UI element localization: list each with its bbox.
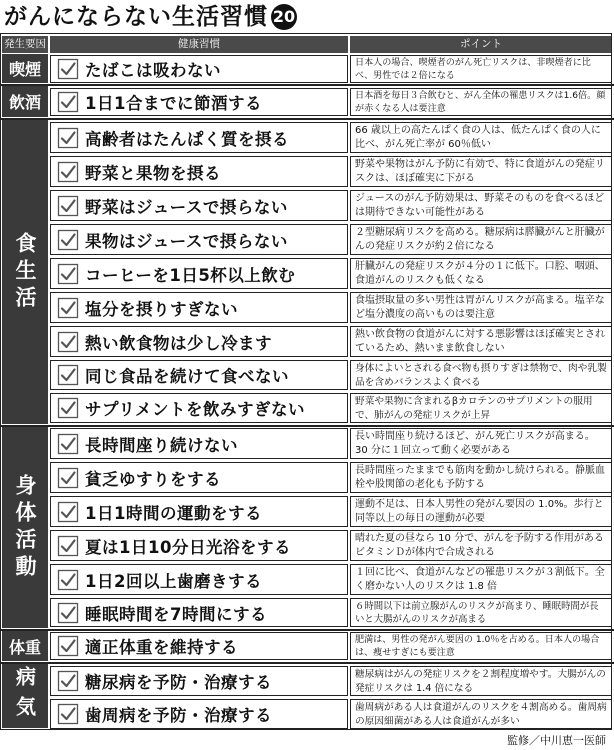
habit-cell	[50, 530, 348, 561]
checkbox-icon	[57, 703, 79, 725]
table-row	[50, 698, 612, 730]
checkbox-icon	[57, 127, 79, 149]
point-text: 歯周病がある人は食道がんのリスクを４割高める。歯周病の原因細菌がある人は食道がんが多い	[350, 699, 612, 729]
habit-label: 睡眠時間を7時間にする	[85, 604, 267, 624]
habit-cell	[50, 156, 348, 187]
habit-cell	[50, 326, 348, 357]
habit-cell	[50, 598, 348, 627]
habit-cell	[50, 699, 348, 729]
checkbox-icon	[57, 91, 79, 113]
table-row	[50, 461, 612, 494]
habit-cell	[50, 393, 348, 423]
checkbox-icon	[57, 229, 79, 251]
habit-cell	[50, 666, 348, 696]
table-row	[50, 87, 612, 117]
point-text: 日本人の場合、喫煙者のがん死亡リスクは、非喫煙者に比べ、男性では２倍になる	[350, 55, 612, 83]
habit-label: 同じ食品を続けて食べない	[85, 367, 289, 386]
point-text: 晴れた夏の昼なら 10 分で、がんを予防する作用があるビタミンＤが体内で合成される	[350, 530, 612, 561]
table-row	[50, 121, 612, 154]
point-text: 熱い飲食物の食道がんに対する悪影響はほぼ確実とされているため、熱いまま飲食しない	[350, 326, 612, 357]
checkbox-icon	[57, 670, 79, 692]
habit-label: 野菜と果物を摂る	[85, 163, 221, 183]
table-row	[50, 54, 612, 84]
table-row	[50, 529, 612, 562]
section-divider	[0, 84, 614, 86]
habit-label: 1日2回以上歯磨きする	[85, 571, 262, 591]
title-number-badge: 20	[271, 4, 297, 30]
checkbox-icon	[57, 263, 79, 285]
point-text: ６時間以下は前立腺がんのリスクが高まり、睡眠時間が長いと大腸がんのリスクが高まる	[350, 598, 612, 627]
table-row	[50, 257, 612, 290]
checkbox-icon	[57, 535, 79, 557]
point-text: 野菜や果物はがん予防に有効で、特に食道がんの発症リスクは、ほぼ確実に下がる	[350, 156, 612, 187]
habit-label: 1日1時間の運動をする	[85, 503, 262, 523]
supervisor-credit: 監修／中川恵一医師	[507, 734, 606, 747]
checkbox-icon	[57, 161, 79, 183]
checkbox-icon	[57, 635, 79, 657]
category-weight: 体重	[2, 631, 48, 661]
header-cause: 発生要因	[2, 36, 48, 53]
point-text: 長時間座ったままでも筋肉を動かし続けられる。静脈血栓や股関節の老化も予防する	[350, 462, 612, 493]
habit-label: 果物はジュースで摂らない	[85, 231, 288, 251]
habit-cell	[50, 462, 348, 493]
point-text: 野菜や果物に含まれるβカロテンのサプリメントの服用で、肺がんの発症リスクが上昇	[350, 393, 612, 423]
habit-label: 適正体重を維持する	[85, 638, 238, 657]
point-text: 肥満は、男性の発がん要因の 1.0％を占める。日本人の場合は、痩せすぎにも要注意	[350, 632, 612, 660]
habit-cell	[50, 88, 348, 116]
point-text: ２型糖尿病リスクを高める。糖尿病は膵臓がんと肝臓がんの発症リスクが約２倍になる	[350, 224, 612, 255]
header-habit: 健康習慣	[50, 36, 348, 53]
table-row	[50, 665, 612, 697]
habit-label: 夏は1日10分日光浴をする	[85, 537, 291, 557]
habit-cell	[50, 190, 348, 221]
habit-label: 長時間座り続けない	[85, 435, 238, 455]
habit-label: 糖尿病を予防・治療する	[85, 673, 272, 692]
point-text: 長い時間座り続けるほど、がん死亡リスクが高まる。30 分に１回立って動く必要がある	[350, 428, 612, 459]
habit-cell	[50, 292, 348, 323]
habit-label: 野菜はジュースで摂らない	[85, 197, 288, 217]
habit-cell	[50, 632, 348, 660]
habit-cell	[50, 428, 348, 459]
checkbox-icon	[57, 397, 79, 419]
point-text: 日本酒を毎日３合飲むと、がん全体の罹患リスクは1.6倍。顔が赤くなる人は要注意	[350, 88, 612, 116]
point-text: 肝臓がんの発症リスクが４分の１に低下。口腔、咽頭、食道がんのリスクも低くなる	[350, 258, 612, 289]
table-row	[50, 189, 612, 222]
habit-cell	[50, 122, 348, 153]
point-text: 糖尿病はがんの発症リスクを２割程度増やす。大腸がんの発症リスクは 1.4 倍になる	[350, 666, 612, 696]
checkbox-icon	[57, 58, 79, 80]
point-text: 66 歳以上の高たんぱく食の人は、低たんぱく食の人に比べ、がん死亡率が 60％低い	[350, 122, 612, 153]
point-text: ジュースのがん予防効果は、野菜そのものを食べるほどは期待できない可能性がある	[350, 190, 612, 221]
checkbox-icon	[57, 433, 79, 455]
checkbox-icon	[57, 364, 79, 386]
category-diet: 食生活	[2, 120, 48, 424]
checkbox-icon	[57, 195, 79, 217]
table-row	[50, 495, 612, 528]
checkbox-icon	[57, 331, 79, 353]
habit-cell	[50, 258, 348, 289]
section-divider	[0, 662, 614, 664]
table-row	[50, 155, 612, 188]
point-text: 運動不足は、日本人男性の発がん要因の 1.0%。歩行と同等以上の毎日の運動が必要	[350, 496, 612, 527]
habit-cell	[50, 496, 348, 527]
table-row	[50, 563, 612, 596]
habit-cell	[50, 564, 348, 595]
category-smoking: 喫煙	[2, 54, 48, 83]
point-text: 身体によいとされる食べ物も摂りすぎは禁物で、肉や乳製品を含めバランスよく食べる	[350, 360, 612, 390]
category-activity: 身体活動	[2, 427, 48, 628]
section-divider	[0, 118, 614, 120]
habit-label: たばこは吸わない	[85, 61, 221, 80]
habit-cell	[50, 224, 348, 255]
table-row	[50, 291, 612, 324]
table-row	[50, 597, 612, 628]
point-text: １回に比べ、食道がんなどの罹患リスクが３割低下。全く磨かない人のリスクは 1.8 倍	[350, 564, 612, 595]
category-drinking: 飲酒	[2, 86, 48, 117]
table-row	[50, 325, 612, 358]
habit-label: 貧乏ゆすりをする	[85, 469, 221, 489]
habit-label: 歯周病を予防・治療する	[85, 706, 272, 725]
checkbox-icon	[57, 467, 79, 489]
table-row	[50, 427, 612, 460]
table-row	[50, 359, 612, 391]
habit-label: コーヒーを1日5杯以上飲む	[85, 265, 296, 285]
checkbox-icon	[57, 569, 79, 591]
table-row	[50, 631, 612, 661]
checkbox-icon	[57, 297, 79, 319]
habit-label: 塩分を摂りすぎない	[85, 299, 238, 319]
checkbox-icon	[57, 602, 79, 624]
checkbox-icon	[57, 501, 79, 523]
habit-label: 熱い飲食物は少し冷ます	[85, 333, 272, 353]
category-disease: 病気	[2, 664, 48, 728]
table-row	[50, 223, 612, 256]
table-row	[50, 392, 612, 424]
habit-label: サプリメントを飲みすぎない	[85, 400, 306, 419]
habit-cell	[50, 360, 348, 390]
page-title: がんにならない生活習慣 20	[4, 4, 296, 30]
habit-label: 1日1合までに節酒する	[85, 94, 262, 113]
point-text: 食塩摂取量の多い男性は胃がんリスクが高まる。塩辛など塩分濃度の高いものは要注意	[350, 292, 612, 323]
habit-label: 高齢者はたんぱく質を摂る	[85, 129, 289, 149]
habit-cell	[50, 55, 348, 83]
header-point: ポイント	[350, 36, 612, 53]
